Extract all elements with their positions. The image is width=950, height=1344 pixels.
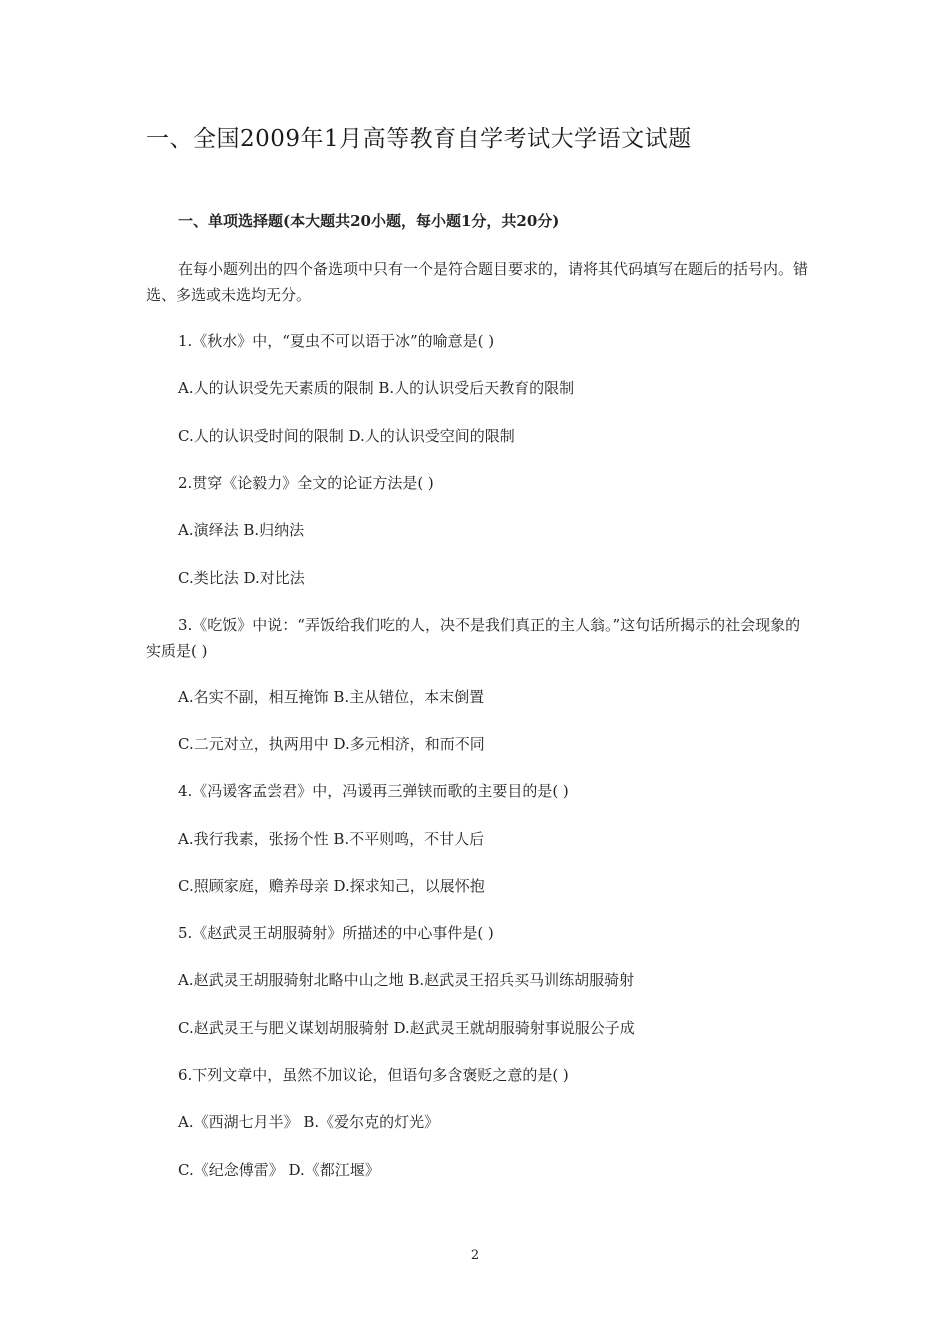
question-5-options-ab: A.赵武灵王胡服骑射北略中山之地 B.赵武灵王招兵买马训练胡服骑射 (178, 971, 635, 989)
question-2-options-cd: C.类比法 D.对比法 (178, 569, 305, 587)
question-6-stem: 6.下列文章中，虽然不加议论，但语句多含褒贬之意的是( ) (178, 1066, 569, 1084)
instructions-paragraph: 在每小题列出的四个备选项中只有一个是符合题目要求的，请将其代码填写在题后的括号内。错选、多选或未选均无分。 (146, 260, 809, 304)
question-4-options-cd: C.照顾家庭，赡养母亲 D.探求知己，以展怀抱 (178, 877, 485, 895)
question-5-stem: 5.《赵武灵王胡服骑射》所描述的中心事件是( ) (178, 924, 494, 942)
question-1-options-ab: A.人的认识受先天素质的限制 B.人的认识受后天教育的限制 (178, 379, 575, 397)
question-2-stem: 2.贯穿《论毅力》全文的论证方法是( ) (178, 474, 434, 492)
question-4-stem: 4.《冯谖客孟尝君》中，冯谖再三弹铗而歌的主要目的是( ) (178, 782, 569, 800)
question-3-options-ab: A.名实不副，相互掩饰 B.主从错位，本末倒置 (178, 688, 485, 706)
document-title: 一、全国2009年1月高等教育自学考试大学语文试题 (146, 126, 692, 152)
question-6-options-ab: A.《西湖七月半》 B.《爱尔克的灯光》 (178, 1113, 440, 1131)
question-2-options-ab: A.演绎法 B.归纳法 (178, 521, 305, 539)
question-3-options-cd: C.二元对立，执两用中 D.多元相济，和而不同 (178, 735, 485, 753)
question-1-stem: 1.《秋水》中，“夏虫不可以语于冰”的喻意是( ) (178, 332, 495, 350)
page-number: 2 (470, 1248, 480, 1263)
section-heading: 一、单项选择题(本大题共20小题，每小题1分，共20分) (178, 212, 560, 230)
question-6-options-cd: C.《纪念傅雷》 D.《都江堰》 (178, 1161, 380, 1179)
question-4-options-ab: A.我行我素，张扬个性 B.不平则鸣，不甘人后 (178, 830, 485, 848)
question-3-stem: 3.《吃饭》中说：“弄饭给我们吃的人，决不是我们真正的主人翁。”这句话所揭示的社会现象的实质是( ) (146, 616, 801, 660)
question-5-options-cd: C.赵武灵王与肥义谋划胡服骑射 D.赵武灵王就胡服骑射事说服公子成 (178, 1019, 635, 1037)
question-1-options-cd: C.人的认识受时间的限制 D.人的认识受空间的限制 (178, 427, 515, 445)
